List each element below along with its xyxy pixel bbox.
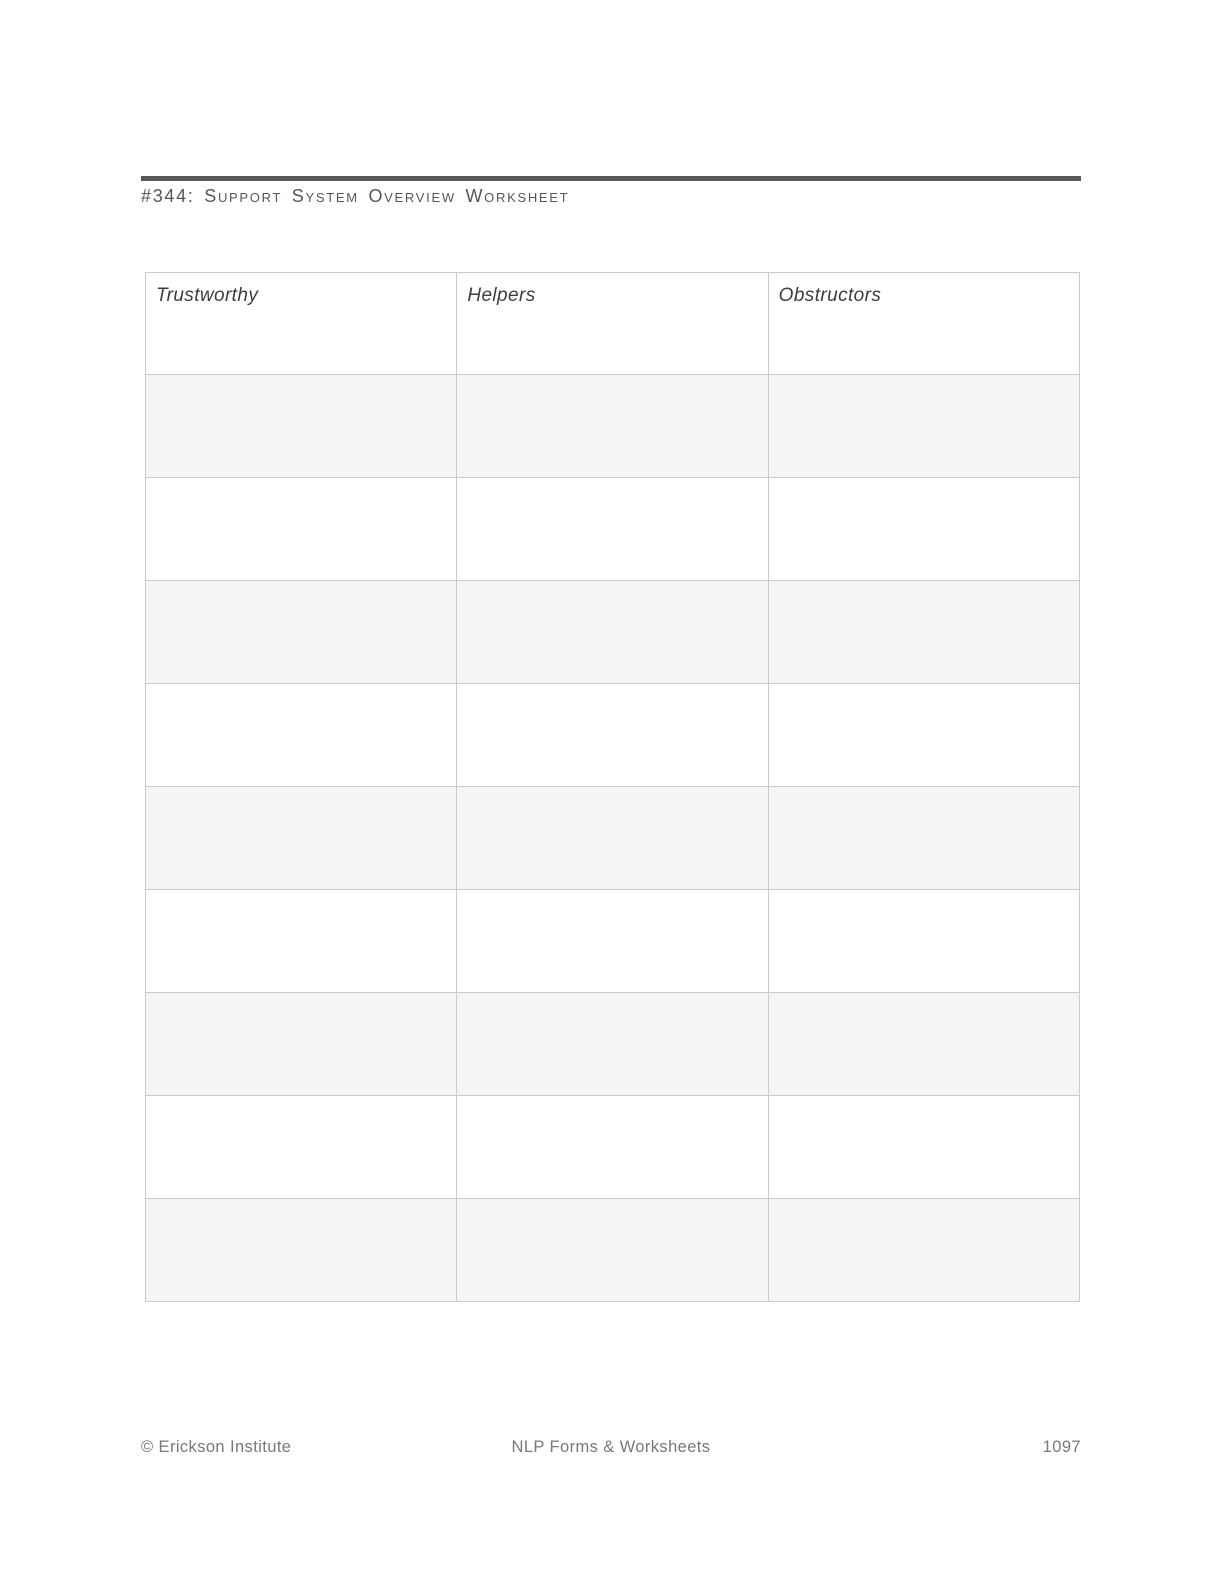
table-cell-empty — [146, 890, 457, 993]
worksheet-table — [145, 272, 1080, 1302]
column-header-obstructors: Obstructors — [768, 273, 1079, 375]
table-cell-empty — [457, 1096, 768, 1199]
table-row — [146, 684, 1080, 787]
table-cell-empty — [768, 1096, 1079, 1199]
table-row — [146, 890, 1080, 993]
table-header-row — [146, 273, 1080, 375]
table-cell-empty — [457, 993, 768, 1096]
table-cell-empty — [457, 890, 768, 993]
table-cell-empty — [146, 993, 457, 1096]
table-row — [146, 1199, 1080, 1302]
column-header-helpers: Helpers — [457, 273, 768, 375]
table-row — [146, 993, 1080, 1096]
table-cell-empty — [146, 1096, 457, 1199]
column-header-trustworthy: Trustworthy — [146, 273, 457, 375]
table-cell-empty — [457, 478, 768, 581]
page-footer — [141, 1438, 1081, 1457]
footer-book-title: NLP Forms & Worksheets — [511, 1438, 711, 1456]
table-cell-empty — [768, 993, 1079, 1096]
table-row — [146, 787, 1080, 890]
table-cell-empty — [768, 1199, 1079, 1302]
table-cell-empty — [146, 581, 457, 684]
table-cell-empty — [146, 375, 457, 478]
table-cell-empty — [768, 684, 1079, 787]
table-cell-empty — [457, 684, 768, 787]
table-cell-empty — [768, 478, 1079, 581]
table-cell-empty — [768, 890, 1079, 993]
title-rule — [141, 176, 1081, 181]
table-row — [146, 1096, 1080, 1199]
table-cell-empty — [146, 478, 457, 581]
table-cell-empty — [457, 375, 768, 478]
table-cell-empty — [768, 787, 1079, 890]
footer-page-number: 1097 — [1042, 1438, 1081, 1456]
table-row — [146, 581, 1080, 684]
page-title: #344: Support System Overview Worksheet — [141, 186, 570, 206]
table-cell-empty — [768, 375, 1079, 478]
table-row — [146, 478, 1080, 581]
table-row — [146, 375, 1080, 478]
table-cell-empty — [146, 684, 457, 787]
table-cell-empty — [457, 581, 768, 684]
footer-copyright: © Erickson Institute — [141, 1438, 292, 1456]
worksheet-table-body — [146, 375, 1080, 1302]
table-cell-empty — [457, 1199, 768, 1302]
table-cell-empty — [146, 1199, 457, 1302]
table-cell-empty — [457, 787, 768, 890]
table-cell-empty — [146, 787, 457, 890]
table-cell-empty — [768, 581, 1079, 684]
